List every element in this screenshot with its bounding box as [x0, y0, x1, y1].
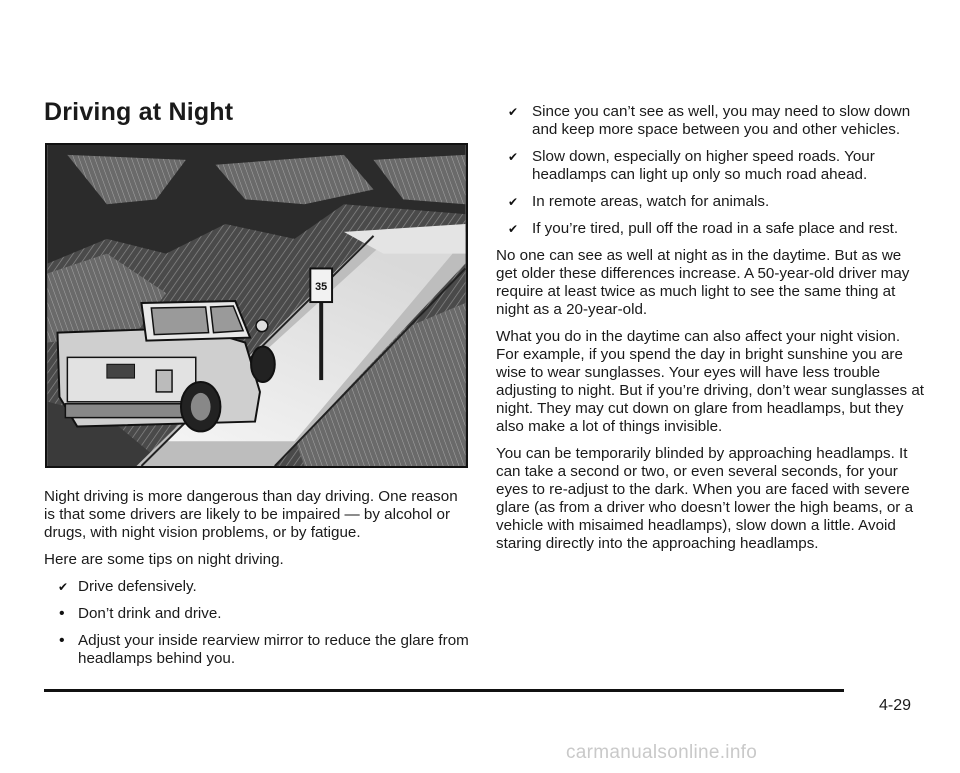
- page-number: 4-29: [879, 697, 912, 714]
- list-item: [496, 103, 926, 139]
- list-item: [496, 193, 926, 211]
- check-icon: ✔: [508, 150, 519, 164]
- tips-intro-paragraph: Here are some tips on night driving.: [44, 551, 284, 568]
- section-title: Driving at Night: [44, 98, 234, 126]
- list-item: [496, 220, 926, 238]
- footer-rule: [44, 689, 844, 692]
- speed-limit-sign-text: 35: [315, 281, 328, 294]
- list-item-text: Don’t drink and drive.: [78, 605, 222, 622]
- intro-paragraph: Night driving is more dangerous than day driving. One reason is that some drivers are likely to be impaired — by alcohol or drugs, with night vision problems, or by fatigue.: [44, 488, 458, 541]
- list-item-text: Since you can’t see as well, you may need to slow down and keep more space between you and other vehicles.: [532, 103, 911, 138]
- list-item: [44, 632, 469, 668]
- watermark-text: carmanualsonline.info: [566, 742, 758, 763]
- night-driving-illustration: [45, 143, 468, 468]
- dot-bullet-icon: •: [59, 605, 65, 622]
- list-item: [496, 148, 926, 184]
- list-item-text: Adjust your inside rearview mirror to reduce the glare from headlamps behind you.: [78, 632, 469, 667]
- list-item-text: In remote areas, watch for animals.: [532, 193, 770, 210]
- pickup-truck-night-road-image: [47, 145, 466, 466]
- list-item: [44, 605, 469, 623]
- left-tips-list: [44, 578, 469, 668]
- right-text-column: [496, 103, 926, 562]
- check-icon: ✔: [58, 580, 69, 594]
- check-icon: ✔: [508, 222, 519, 236]
- list-item-text: If you’re tired, pull off the road in a safe place and rest.: [532, 220, 899, 237]
- right-tips-list: [496, 103, 926, 238]
- daytime-effects-paragraph: What you do in the daytime can also affect your night vision. For example, if you spend the day in bright sunshine you are wise to wear sunglasses. Your eyes will have less trouble adjusting to night. But if you’re driving, don’t wear sunglasses at night. They may cut down on glare from headlamps, but they also make a lot of things invisible.: [496, 328, 925, 435]
- check-icon: ✔: [508, 105, 519, 119]
- list-item: [44, 578, 469, 596]
- check-icon: ✔: [508, 195, 519, 209]
- glare-paragraph: You can be temporarily blinded by approaching headlamps. It can take a second or two, or even several seconds, for your eyes to re-adjust to the dark. When you are faced with severe glare (as from a driver who doesn’t lower the high beams, or a vehicle with misaimed headlamps), slow down a little. Avoid staring directly into the approaching headlamps.: [496, 445, 914, 552]
- dot-bullet-icon: •: [59, 632, 65, 649]
- left-text-column: [44, 488, 469, 677]
- list-item-text: Drive defensively.: [78, 578, 197, 595]
- list-item-text: Slow down, especially on higher speed roads. Your headlamps can light up only so much road ahead.: [532, 148, 875, 183]
- age-vision-paragraph: No one can see as well at night as in the daytime. But as we get older these differences increase. A 50-year-old driver may require at least twice as much light to see the same thing at night as a 20-year-old.: [496, 247, 910, 318]
